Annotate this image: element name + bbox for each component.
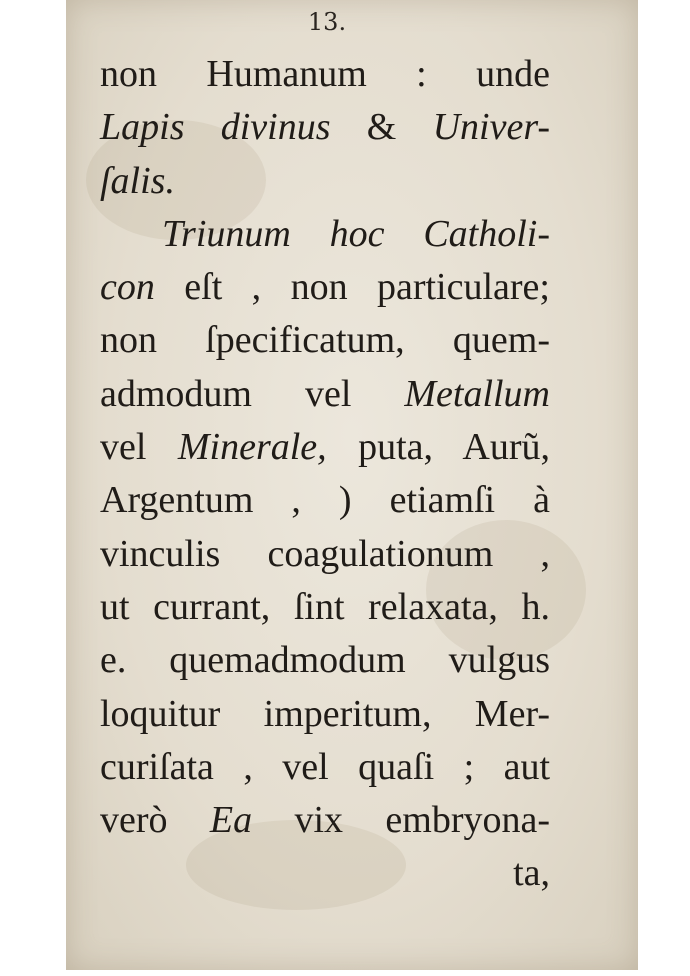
scanned-page bbox=[66, 0, 638, 970]
text-line: ſalis. bbox=[100, 159, 175, 202]
text-line: e. quemadmodum vulgus bbox=[100, 639, 550, 682]
text-line: vinculis coagulationum , bbox=[100, 532, 550, 575]
text-line: ut currant, ſint relaxata, h. bbox=[100, 585, 550, 628]
text-line: Argentum , ) etiamſi à bbox=[100, 479, 550, 522]
text-line: verò Ea vix embryona- bbox=[100, 799, 550, 842]
text-line: con eſt , non particulare; bbox=[100, 266, 550, 309]
text-line: vel Minerale, puta, Aurũ, bbox=[100, 426, 550, 469]
text-line: ta, bbox=[513, 852, 550, 895]
text-line: curiſata , vel quaſi ; aut bbox=[100, 745, 550, 788]
text-line: Lapis divinus & Univer- bbox=[100, 106, 551, 149]
text-line: loquitur imperitum, Mer- bbox=[100, 692, 550, 735]
text-line: non Humanum : unde bbox=[100, 53, 550, 95]
body-text bbox=[100, 48, 550, 901]
text-line: admodum vel Metallum bbox=[100, 372, 550, 415]
text-line: Triunum hoc Catholi- bbox=[162, 212, 550, 255]
page-number: 13. bbox=[307, 8, 347, 36]
text-line: non ſpecificatum, quem- bbox=[100, 319, 550, 362]
